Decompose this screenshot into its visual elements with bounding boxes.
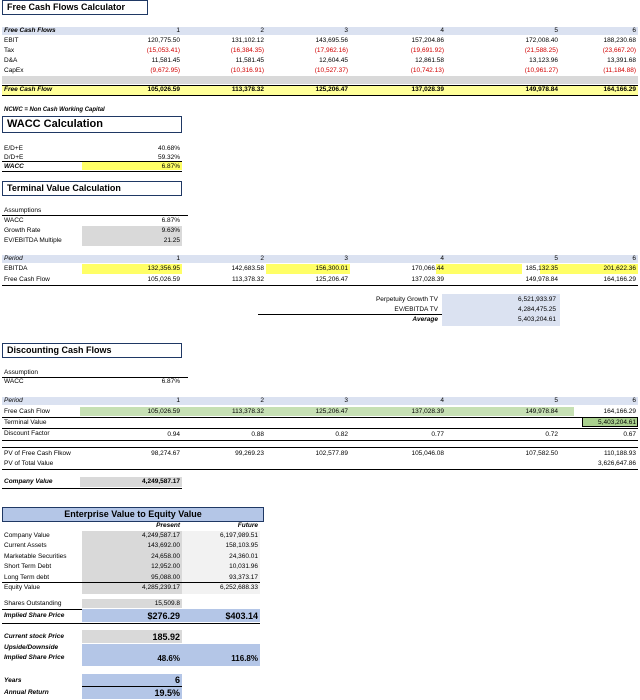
ev-row-label: Equity Value (4, 584, 41, 591)
tv-summary-value: 5,403,204.61 (518, 316, 556, 323)
wacc-title: WACC Calculation (2, 116, 182, 133)
dcf-pv-fcf-cell: 102,577.89 (315, 450, 348, 457)
company-value: 4,249,587.17 (142, 478, 180, 485)
fcf-cell: 12,604.45 (319, 57, 348, 64)
fcf-year-header: 6 (632, 27, 636, 34)
dcf-df-label: Discount Factor (4, 430, 50, 437)
ev-future-cell: 6,197,989.51 (220, 532, 258, 539)
tv-period-label: Period (4, 255, 23, 262)
ev-future-cell: 10,031.96 (229, 563, 258, 571)
ev-present-cell: 4,249,587.17 (142, 532, 180, 539)
dcf-wacc-value: 6.87% (161, 378, 180, 385)
dcf-fcf-cell: 137,028.39 (411, 408, 444, 415)
fcf-cell: (11,184.88) (603, 67, 636, 74)
dcf-fcf-cell: 113,378.32 (231, 408, 264, 415)
dcf-tv-label: Terminal Value (4, 419, 47, 426)
ev-title: Enterprise Value to Equity Value (2, 507, 264, 522)
tv-fcf-cell: 137,028.39 (411, 276, 444, 283)
tv-fcf-cell: 149,978.84 (525, 276, 558, 283)
tv-assumption-label: Growth Rate (4, 227, 41, 234)
tv-ebitda-label: EBITDA (4, 265, 28, 272)
tv-period-cell: 1 (176, 255, 180, 262)
tv-summary-value: 4,284,475.25 (518, 306, 556, 313)
years-label: Years (4, 677, 22, 684)
tv-ebitda-cell: 170,066.44 (411, 265, 444, 272)
wacc-label: E/D+E (4, 145, 23, 152)
upside-label-1: Upside/Downside (4, 644, 59, 651)
dcf-pv-tv-value: 3,626,647.86 (598, 460, 636, 467)
fcf-total-cell: 149,978.84 (525, 86, 558, 93)
ev-present-cell: 12,952.00 (151, 563, 180, 571)
wacc-label: D/D+E (4, 154, 24, 161)
tv-period-cell: 3 (344, 255, 348, 262)
ev-row-label: Short Term Debt (4, 563, 52, 571)
tv-summary-label: Average (412, 316, 438, 323)
dcf-discount-factor: 0.82 (335, 431, 348, 438)
fcf-cell: (23,667.20) (602, 47, 636, 54)
tv-summary-label: Perpetuity Growth TV (375, 296, 438, 303)
ncwc-band (2, 76, 638, 84)
ev-present-cell: 95,088.00 (151, 573, 180, 581)
ev-row-label: Marketable Securities (4, 552, 67, 560)
fcf-cell: 12,861.58 (415, 57, 444, 64)
fcf-cell: (15,053.41) (146, 47, 180, 54)
dcf-pv-fcf-cell: 98,274.67 (151, 450, 180, 457)
tv-period-cell: 6 (632, 255, 636, 262)
dcf-discount-factor: 0.72 (545, 431, 558, 438)
fcf-year-header: 1 (176, 27, 180, 34)
fcf-total-cell: 113,378.32 (231, 86, 264, 93)
ev-future-cell: 6,252,688.33 (220, 584, 258, 591)
dcf-pv-fcf-cell: 110,188.93 (603, 450, 636, 457)
dcf-period-cell: 6 (632, 397, 636, 404)
fcf-total-cell: 125,206.47 (315, 86, 348, 93)
dcf-period-cell: 1 (176, 397, 180, 404)
fcf-year-header: 4 (440, 27, 444, 34)
ev-present-cell: 24,658.00 (151, 552, 180, 560)
isp-label: Implied Share Price (4, 612, 65, 619)
fcf-cell: (10,961.27) (524, 67, 558, 74)
fcf-total-cell: 105,026.59 (147, 86, 180, 93)
fcf-cell: 143,695.56 (315, 37, 348, 44)
tv-ebitda-cell: 201,622.36 (603, 265, 636, 272)
csp-value: 185.92 (152, 632, 180, 642)
dcf-discount-factor: 0.67 (623, 431, 636, 438)
tv-period-cell: 5 (554, 255, 558, 262)
tv-assumption-value: 21.25 (163, 237, 180, 244)
tv-fcf-cell: 164,166.29 (603, 276, 636, 283)
dcf-discount-factor: 0.88 (251, 431, 264, 438)
tv-ebitda-cell: 132,356.95 (147, 265, 180, 272)
wacc-value: 40.68% (157, 145, 180, 152)
fcf-cell: (9,672.95) (150, 67, 180, 74)
fcf-row-label: Tax (4, 47, 15, 54)
years-value: 6 (174, 675, 180, 685)
tv-ebitda-cell: 156,300.01 (315, 265, 348, 272)
tv-fcf-cell: 125,206.47 (315, 276, 348, 283)
ev-present-cell: 143,692.00 (147, 542, 180, 550)
upside-present: 48.6% (157, 654, 180, 663)
ev-col-present: Present (156, 522, 180, 529)
tv-ebitda-cell: 185,132.35 (525, 265, 558, 272)
dcf-period-cell: 4 (440, 397, 444, 404)
dcf-pv-fcf-label: PV of Free Cash Flkow (4, 450, 71, 457)
upside-label-2: Implied Share Price (4, 654, 65, 661)
wacc-label: WACC (4, 163, 24, 170)
dcf-pv-fcf-cell: 99,269.23 (235, 450, 264, 457)
fcf-cell: 11,581.45 (151, 57, 180, 64)
dcf-period-cell: 5 (554, 397, 558, 404)
tv-assumption-value: 6.87% (161, 217, 180, 224)
ev-future-cell: 93,373.17 (229, 573, 258, 581)
dcf-fcf-cell: 125,206.47 (315, 408, 348, 415)
tv-period-cell: 2 (260, 255, 264, 262)
csp-label: Current stock Price (4, 633, 64, 640)
ncwc-note: NCWC = Non Cash Working Capital (4, 107, 105, 113)
tv-assumption-value: 9.63% (161, 227, 180, 234)
fcf-cell: (17,962.16) (314, 47, 348, 54)
dcf-period-cell: 2 (260, 397, 264, 404)
fcf-row-label: EBIT (4, 37, 19, 44)
tv-assumptions-label: Assumptions (4, 207, 42, 214)
shares-value: 15,509.8 (154, 600, 180, 607)
tv-fcf-cell: 105,026.59 (147, 276, 180, 283)
fcf-total-cell: 137,028.39 (411, 86, 444, 93)
tv-summary-value: 6,521,933.97 (518, 296, 556, 303)
ev-col-future: Future (237, 522, 258, 529)
annual-label: Annual Return (4, 689, 49, 696)
dcf-fcf-cell: 105,026.59 (147, 408, 180, 415)
dcf-period-label: Period (4, 397, 23, 404)
dcf-fcf-label: Free Cash Flow (4, 408, 50, 415)
dcf-wacc-label: WACC (4, 378, 24, 385)
fcf-cell: 172,008.40 (525, 37, 558, 44)
fcf-year-header: 3 (344, 27, 348, 34)
dcf-pv-fcf-cell: 107,582.50 (525, 450, 558, 457)
dcf-discount-factor: 0.94 (167, 431, 180, 438)
tv-assumption-label: WACC (4, 217, 24, 224)
isp-present: $276.29 (147, 611, 180, 621)
fcf-cell: 13,123.96 (529, 57, 558, 64)
dcf-pv-tv-label: PV of Total Value (4, 460, 54, 467)
dcf-pv-fcf-cell: 105,046.08 (411, 450, 444, 457)
fcf-cell: 120,775.50 (147, 37, 180, 44)
dcf-period-cell: 3 (344, 397, 348, 404)
tv-fcf-label: Free Cash Flow (4, 276, 50, 283)
shares-label: Shares Outstanding (4, 600, 62, 607)
fcf-cell: (19,691.92) (410, 47, 444, 54)
fcf-header-label: Free Cash Flows (4, 27, 56, 34)
ev-row-label: Long Term debt (4, 573, 50, 581)
fcf-year-header: 5 (554, 27, 558, 34)
dcf-tv-value: 5,403,204.61 (598, 419, 636, 426)
fcf-cell: (10,316.91) (230, 67, 264, 74)
annual-value: 19.5% (154, 688, 180, 698)
fcf-row-label: D&A (4, 57, 18, 64)
tv-assumption-label: EV/EBITDA Multiple (4, 237, 62, 244)
ev-row-label: Current Assets (4, 542, 47, 550)
ev-future-cell: 24,360.01 (229, 552, 258, 560)
fcf-cell: 157,204.86 (411, 37, 444, 44)
fcf-year-header: 2 (260, 27, 264, 34)
fcf-total-label: Free Cash Flow (4, 86, 53, 93)
ev-present-cell: 4,285,239.17 (142, 584, 180, 591)
company-value-label: Company Value (4, 478, 53, 485)
wacc-value: 6.87% (161, 163, 180, 170)
fcf-cell: (21,588.25) (524, 47, 558, 54)
dcf-assumption-label: Assumption (4, 369, 38, 376)
fcf-cell: (10,527.37) (314, 67, 348, 74)
tv-ebitda-cell: 142,683.58 (231, 265, 264, 272)
upside-future: 116.8% (231, 654, 258, 663)
fcf-cell: (10,742.13) (410, 67, 444, 74)
dcf-fcf-cell: 164,166.29 (603, 408, 636, 415)
fcf-cell: 131,102.12 (231, 37, 264, 44)
dcf-title: Discounting Cash Flows (2, 343, 182, 358)
tv-summary-label: EV/EBITDA TV (394, 306, 438, 313)
fcf-row-label: CapEx (4, 67, 24, 74)
wacc-value: 59.32% (157, 154, 180, 161)
isp-future: $403.14 (225, 611, 258, 621)
fcf-cell: 188,230.68 (603, 37, 636, 44)
tv-fcf-cell: 113,378.32 (231, 276, 264, 283)
tv-period-cell: 4 (440, 255, 444, 262)
fcf-cell: 13,391.68 (607, 57, 636, 64)
dcf-fcf-cell: 149,978.84 (525, 408, 558, 415)
fcf-total-cell: 164,166.29 (603, 86, 636, 93)
tv-title: Terminal Value Calculation (2, 181, 182, 196)
ev-future-cell: 158,103.95 (225, 542, 258, 550)
dcf-discount-factor: 0.77 (431, 431, 444, 438)
ev-row-label: Company Value (4, 532, 50, 539)
fcf-cell: 11,581.45 (235, 57, 264, 64)
fcf-cell: (16,384.35) (230, 47, 264, 54)
fcf-title: Free Cash Flows Calculator (2, 0, 148, 15)
